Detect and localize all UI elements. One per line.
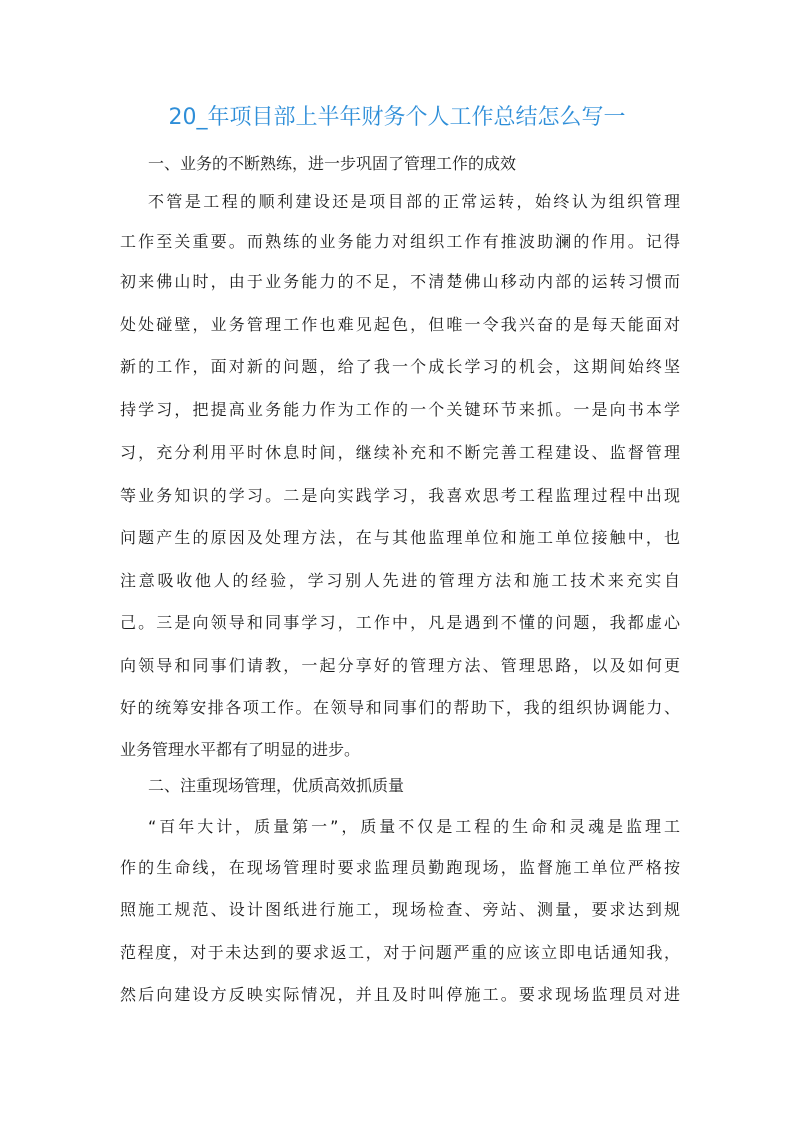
paragraph-1-line: 习，充分利用平时休息时间，继续补充和不断完善工程建设、监督管理 bbox=[120, 443, 680, 462]
paragraph-1-line: 不管是工程的顺利建设还是项目部的正常运转，始终认为组织管理 bbox=[148, 192, 680, 211]
paragraph-1-line: 向领导和同事们请教，一起分享好的管理方法、管理思路，以及如何更 bbox=[120, 656, 680, 675]
paragraph-2-line: “百年大计，质量第一”，质量不仅是工程的生命和灵魂是监理工 bbox=[148, 817, 680, 836]
paragraph-1-line: 好的统筹安排各项工作。在领导和同事们的帮助下，我的组织协调能力、 bbox=[120, 698, 680, 717]
paragraph-1-line: 注意吸收他人的经验，学习别人先进的管理方法和施工技术来充实自 bbox=[120, 571, 680, 590]
paragraph-2-line: 照施工规范、设计图纸进行施工，现场检查、旁站、测量，要求达到规 bbox=[120, 900, 680, 919]
paragraph-1-line: 初来佛山时，由于业务能力的不足，不清楚佛山移动内部的运转习惯而 bbox=[120, 272, 680, 291]
paragraph-1-line: 工作至关重要。而熟练的业务能力对组织工作有推波助澜的作用。记得 bbox=[120, 232, 680, 251]
paragraph-1-line: 业务管理水平都有了明显的进步。 bbox=[120, 740, 361, 759]
paragraph-1-line: 处处碰壁，业务管理工作也难见起色，但唯一令我兴奋的是每天能面对 bbox=[120, 315, 680, 334]
paragraph-2-line: 作的生命线，在现场管理时要求监理员勤跑现场，监督施工单位严格按 bbox=[120, 858, 680, 877]
paragraph-1-line: 等业务知识的学习。二是向实践学习，我喜欢思考工程监理过程中出现 bbox=[120, 486, 680, 505]
document-title: 20_年项目部上半年财务个人工作总结怎么写一 bbox=[168, 105, 626, 130]
paragraph-1-line: 己。三是向领导和同事学习，工作中，凡是遇到不懂的问题，我都虚心 bbox=[120, 613, 680, 632]
paragraph-1-line: 新的工作，面对新的问题，给了我一个成长学习的机会，这期间始终坚 bbox=[120, 357, 680, 376]
section-heading-2: 二、注重现场管理，优质高效抓质量 bbox=[148, 776, 405, 795]
paragraph-1-line: 问题产生的原因及处理方法，在与其他监理单位和施工单位接触中，也 bbox=[120, 528, 680, 547]
section-heading-1: 一、业务的不断熟练，进一步巩固了管理工作的成效 bbox=[148, 154, 517, 173]
paragraph-1-line: 持学习，把提高业务能力作为工作的一个关键环节来抓。一是向书本学 bbox=[120, 400, 680, 419]
paragraph-2-line: 范程度，对于未达到的要求返工，对于问题严重的应该立即电话通知我， bbox=[120, 943, 680, 962]
paragraph-2-line: 然后向建设方反映实际情况，并且及时叫停施工。要求现场监理员对进 bbox=[120, 985, 680, 1004]
